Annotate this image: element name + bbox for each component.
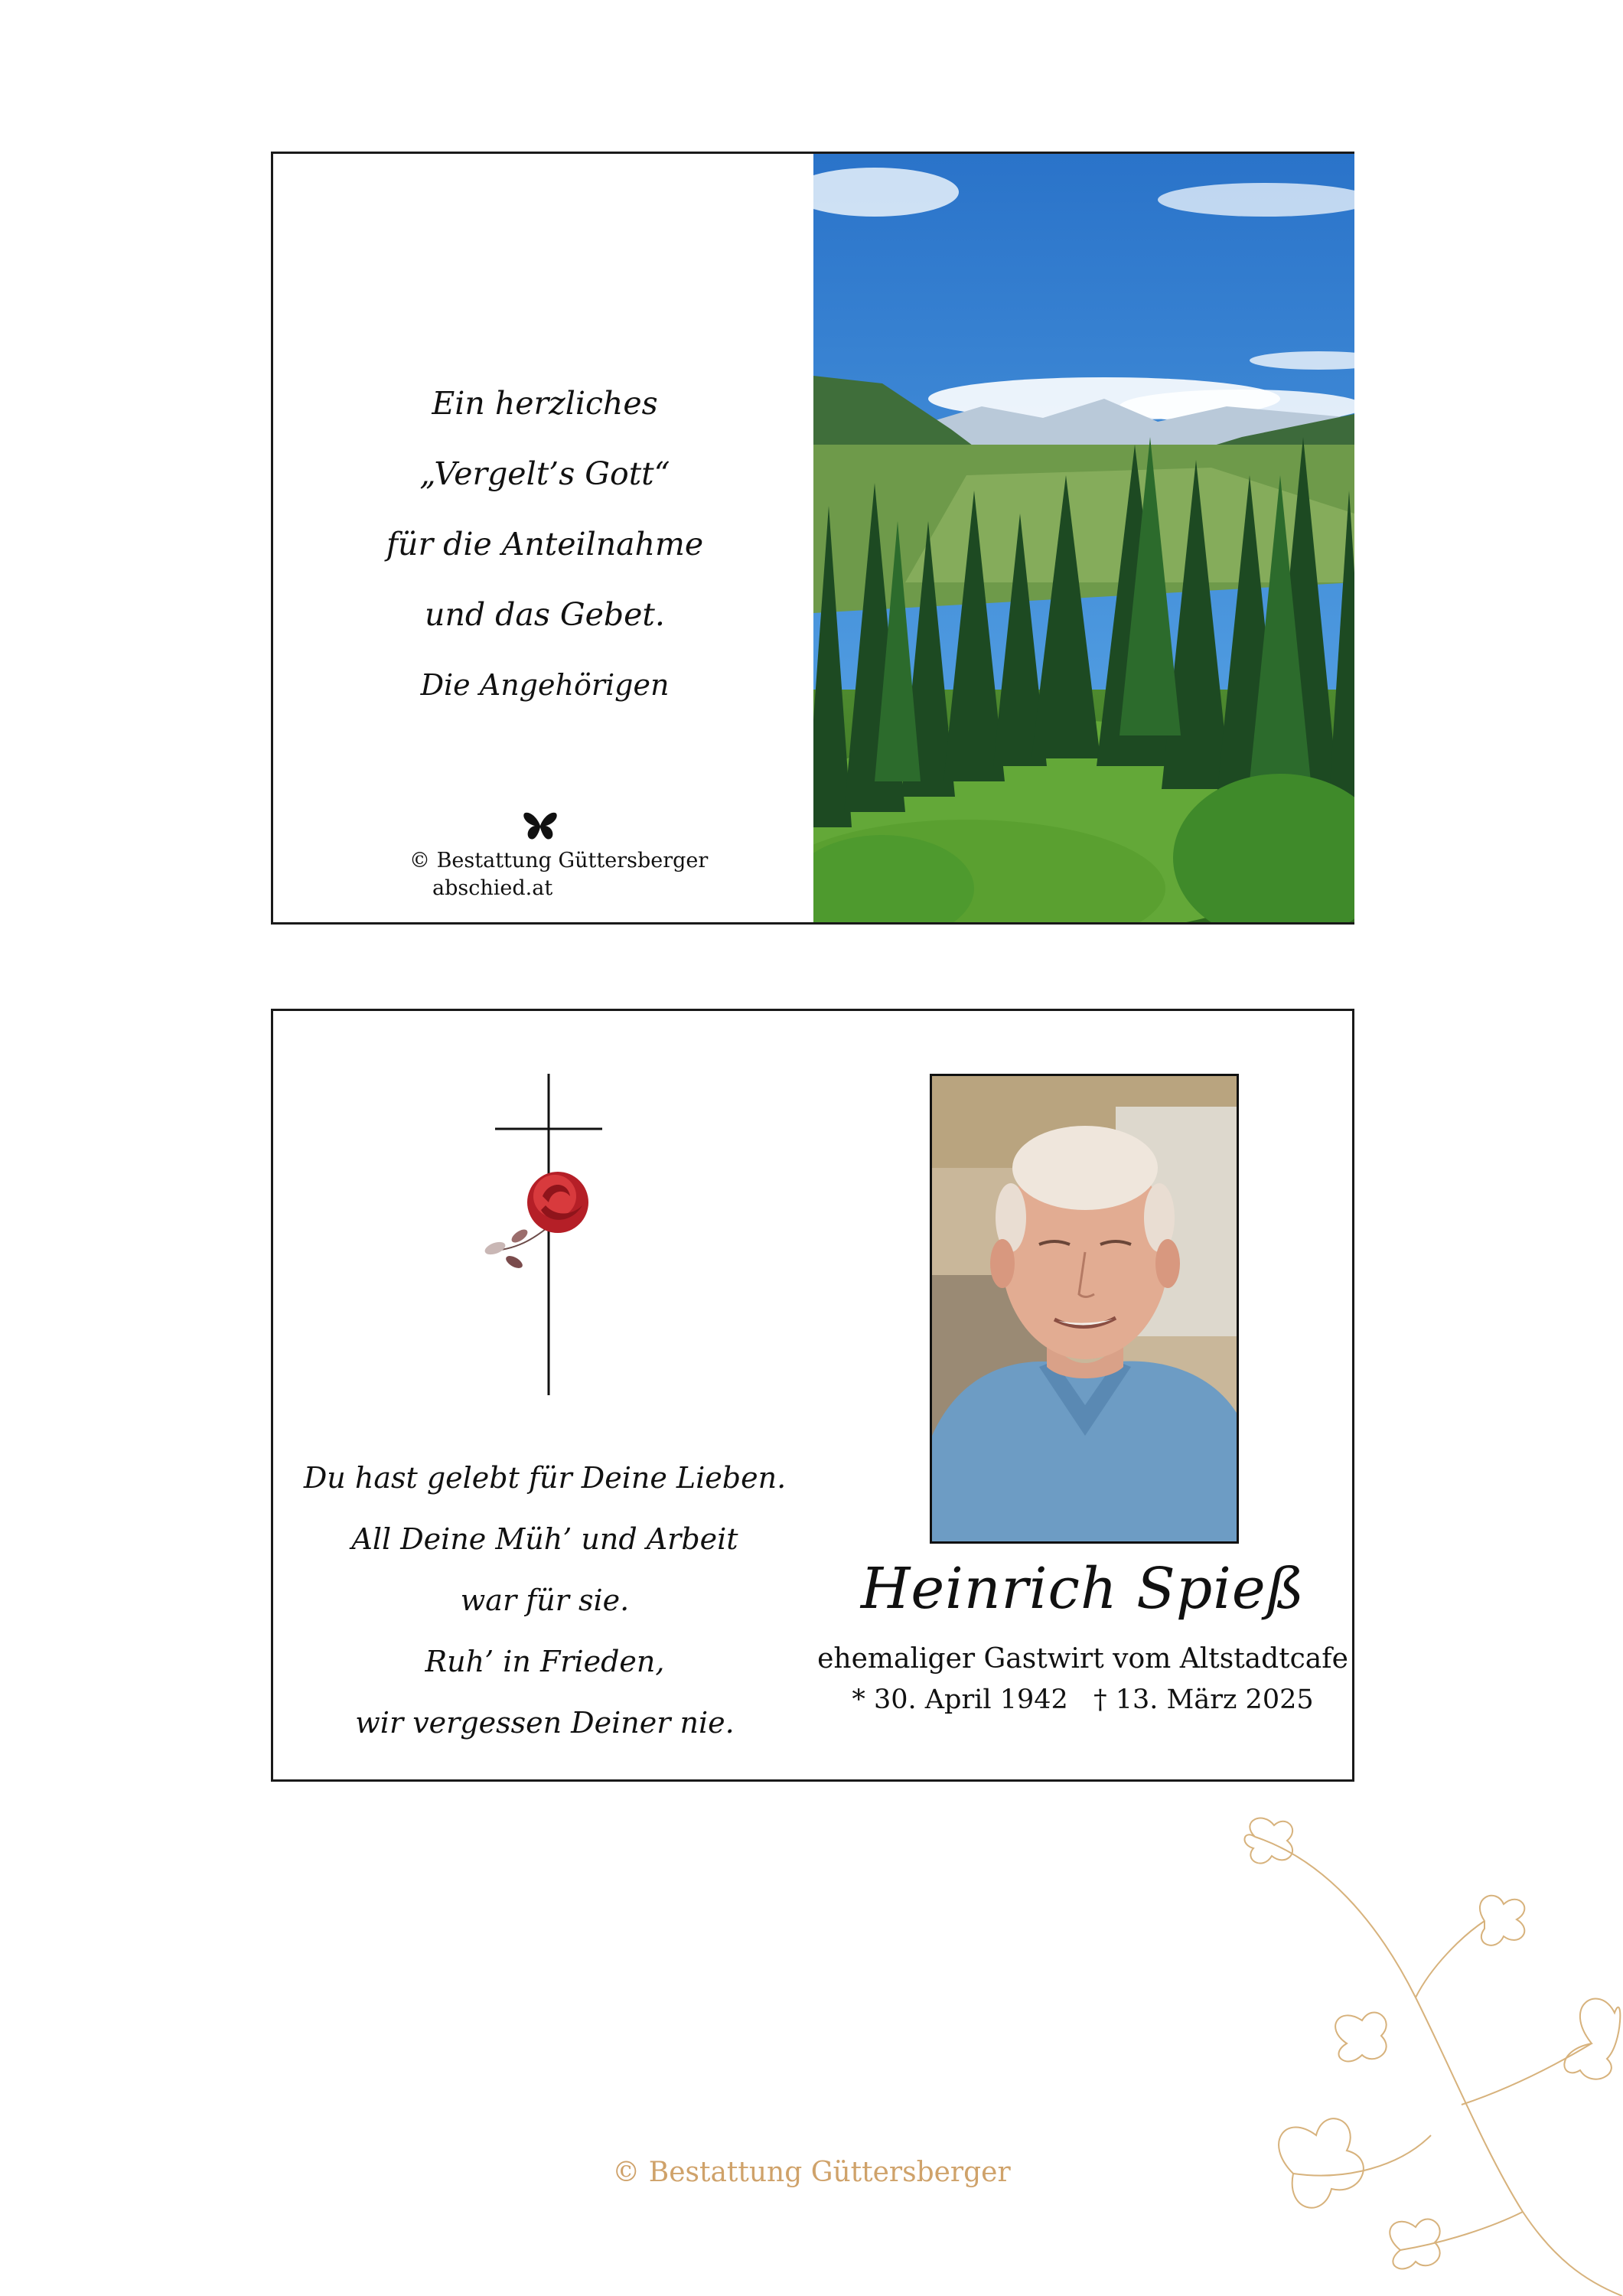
card-credit (409, 847, 708, 902)
deceased-occupation: ehemaliger Gastwirt vom Altstadtcafe (817, 1643, 1348, 1675)
thanks-line-3: für die Anteilnahme (386, 526, 704, 563)
poem-line-2: All Deine Müh’ und Arbeit (351, 1522, 738, 1556)
poem-line-4: Ruh’ in Frieden, (425, 1645, 665, 1678)
thanks-line-4: und das Gebet. (425, 596, 665, 633)
deceased-name: Heinrich Spieß (860, 1556, 1305, 1622)
life-dates: * 30. April 1942 † 13. März 2025 (852, 1684, 1314, 1715)
memorial-poem (273, 1447, 816, 1753)
thank-you-card (271, 152, 1354, 925)
butterfly-icon (523, 810, 558, 841)
mountain-forest-photo (813, 154, 1354, 922)
portrait-photo (930, 1074, 1239, 1544)
floral-decoration (1232, 1814, 1623, 2296)
thanks-line-1: Ein herzliches (432, 385, 658, 422)
thanks-signature: Die Angehörigen (420, 668, 670, 702)
cross-with-rose (472, 1074, 625, 1395)
credit-text: © Bestattung Güttersberger (409, 849, 709, 872)
poem-line-1: Du hast gelebt für Deine Lieben. (303, 1461, 787, 1495)
poem-line-3: war für sie. (460, 1583, 630, 1617)
memorial-card (271, 1009, 1354, 1782)
rose-icon (483, 1172, 588, 1270)
cross-icon (495, 1074, 602, 1395)
poem-line-5: wir vergessen Deiner nie. (355, 1706, 735, 1740)
website-link[interactable]: abschied.at (432, 876, 553, 900)
thanks-line-2: „Vergelt’s Gott“ (419, 455, 670, 492)
thank-you-text (273, 368, 816, 720)
footer-credit: © Bestattung Güttersberger (612, 2157, 1011, 2188)
